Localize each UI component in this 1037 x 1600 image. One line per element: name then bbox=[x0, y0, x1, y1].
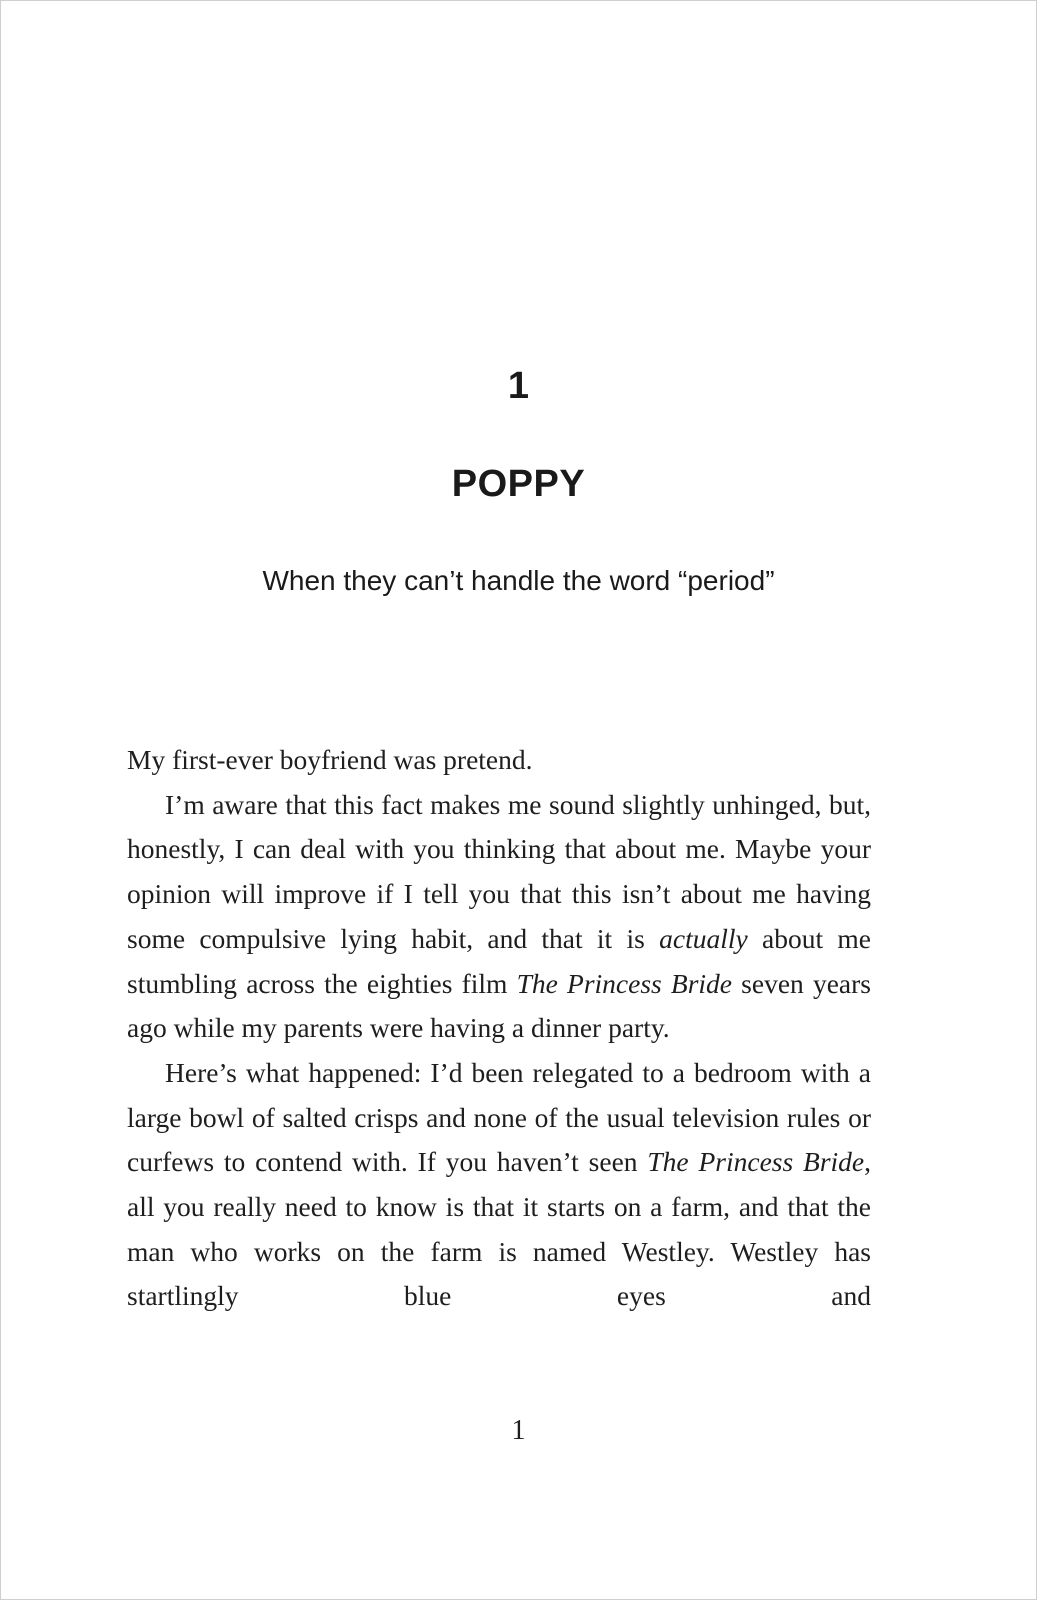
text-span: Here’s what happened: I’d been relegated to a bedroom with a large bowl of salted crisps and none of the usual television rules or curfews to contend with. If you haven’t seen bbox=[127, 1056, 871, 1178]
chapter-subtitle: When they can’t handle the word “period” bbox=[262, 565, 775, 596]
paragraph bbox=[127, 783, 871, 1051]
book-title-italic: The Princess Bride bbox=[647, 1146, 865, 1178]
text-span: , all you really need to know is that it starts on a farm, and that the man who works on the farm is named Westley. Westley has startlingly blue eyes and bbox=[127, 1146, 872, 1312]
body-text bbox=[127, 738, 871, 1319]
italic-emphasis: actually bbox=[659, 922, 748, 954]
paragraph bbox=[127, 738, 871, 783]
text-span: seven years ago while my parents were having a dinner party. bbox=[127, 967, 871, 1044]
page-number: 1 bbox=[511, 1415, 526, 1446]
chapter-title: POPPY bbox=[451, 463, 586, 505]
text-span: My first-ever boyfriend was pretend. bbox=[127, 744, 533, 775]
chapter-number: 1 bbox=[507, 365, 530, 407]
text-span: I’m aware that this fact makes me sound slightly unhinged, but, honestly, I can deal with you thinking that about me. Maybe your opinion will improve if I tell you that this isn’t about me having some compulsive lying habit, and that it is bbox=[127, 788, 871, 954]
text-span: about me stumbling across the eighties film bbox=[127, 922, 871, 999]
book-title-italic: The Princess Bride bbox=[516, 967, 732, 999]
paragraph bbox=[127, 1051, 871, 1319]
